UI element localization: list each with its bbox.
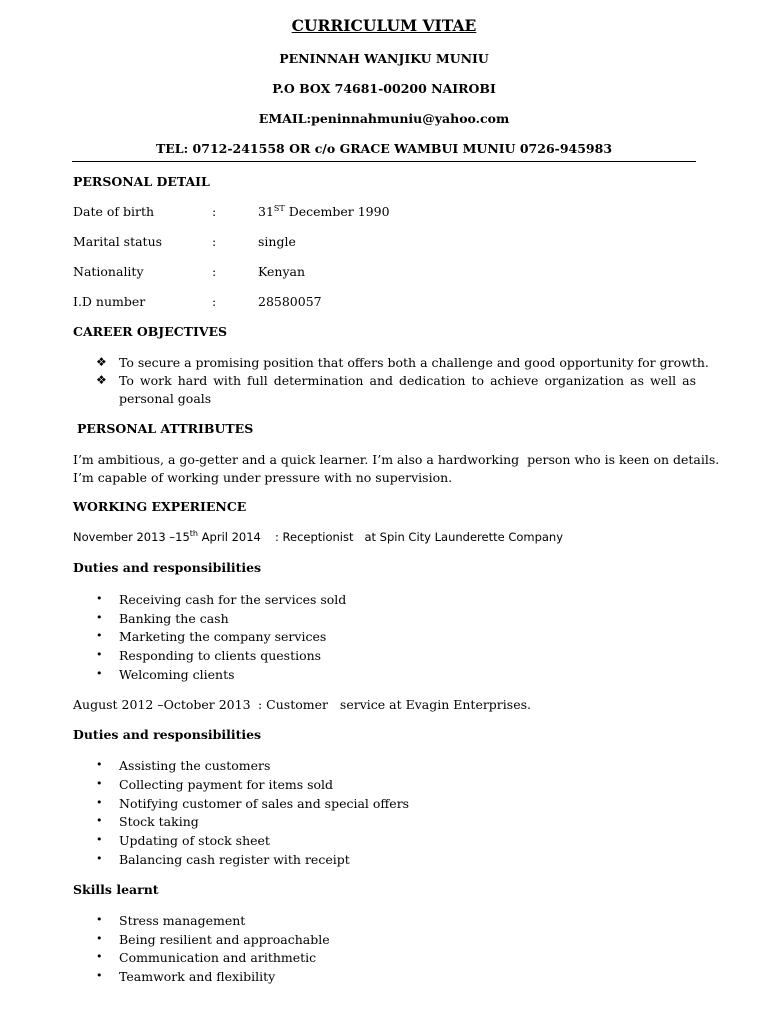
- personal-detail-heading: PERSONAL DETAIL: [73, 174, 210, 189]
- bullet-icon: •: [96, 950, 103, 963]
- bullet-icon: •: [96, 648, 103, 661]
- working-experience-heading: WORKING EXPERIENCE: [73, 499, 247, 514]
- detail-value: 28580057: [258, 294, 322, 309]
- job-role: : Customer service at Evagin Enterprises.: [258, 697, 531, 712]
- detail-label: Date of birth: [73, 204, 155, 219]
- attributes-line: I’m ambitious, a go-getter and a quick learner. I’m also a hardworking person who is keen on details.: [73, 452, 720, 467]
- detail-label: Nationality: [73, 264, 144, 279]
- bullet-icon: •: [96, 611, 103, 624]
- objective-item-continuation: personal goals: [119, 391, 212, 406]
- detail-separator: :: [212, 234, 217, 249]
- job-period: August 2012 –October 2013: [73, 697, 251, 712]
- detail-value: Kenyan: [258, 264, 306, 279]
- personal-attributes-heading: PERSONAL ATTRIBUTES: [77, 421, 254, 436]
- bullet-icon: •: [96, 969, 103, 982]
- diamond-bullet-icon: ❖: [96, 355, 107, 369]
- bullet-icon: •: [96, 667, 103, 680]
- skills-heading: Skills learnt: [73, 882, 159, 897]
- bullet-icon: •: [96, 629, 103, 642]
- duties-heading: Duties and responsibilities: [73, 727, 262, 742]
- detail-separator: :: [212, 204, 217, 219]
- attributes-line: I’m capable of working under pressure with no supervision.: [73, 470, 453, 485]
- document-title: CURRICULUM VITAE: [291, 16, 477, 35]
- objective-item: To secure a promising position that offers both a challenge and good opportunity for growth.: [119, 355, 709, 370]
- bullet-icon: •: [96, 852, 103, 865]
- detail-label: Marital status: [73, 234, 163, 249]
- bullet-icon: •: [96, 913, 103, 926]
- bullet-icon: •: [96, 777, 103, 790]
- diamond-bullet-icon: ❖: [96, 373, 107, 387]
- detail-separator: :: [212, 264, 217, 279]
- job-role: : Receptionist at Spin City Launderette Company: [275, 530, 564, 544]
- career-objectives-heading: CAREER OBJECTIVES: [73, 324, 228, 339]
- header-divider: [72, 161, 696, 162]
- job-period: November 2013 –15th April 2014: [73, 529, 261, 544]
- applicant-name: PENINNAH WANJIKU MUNIU: [279, 51, 489, 66]
- detail-value: 31ST December 1990: [258, 203, 390, 219]
- bullet-icon: •: [96, 833, 103, 846]
- bullet-icon: •: [96, 758, 103, 771]
- detail-value: single: [258, 234, 296, 249]
- objective-item: To work hard with full determination and dedication to achieve organization as well as: [119, 373, 696, 388]
- bullet-icon: •: [96, 932, 103, 945]
- duties-heading: Duties and responsibilities: [73, 560, 262, 575]
- detail-label: I.D number: [73, 294, 146, 309]
- postal-address: P.O BOX 74681-00200 NAIROBI: [272, 81, 496, 96]
- email-line: EMAIL:peninnahmuniu@yahoo.com: [258, 111, 510, 126]
- bullet-icon: •: [96, 814, 103, 827]
- bullet-icon: •: [96, 592, 103, 605]
- bullet-icon: •: [96, 796, 103, 809]
- telephone-line: TEL: 0712-241558 OR c/o GRACE WAMBUI MUNIU 0726-945983: [155, 141, 613, 156]
- detail-separator: :: [212, 294, 217, 309]
